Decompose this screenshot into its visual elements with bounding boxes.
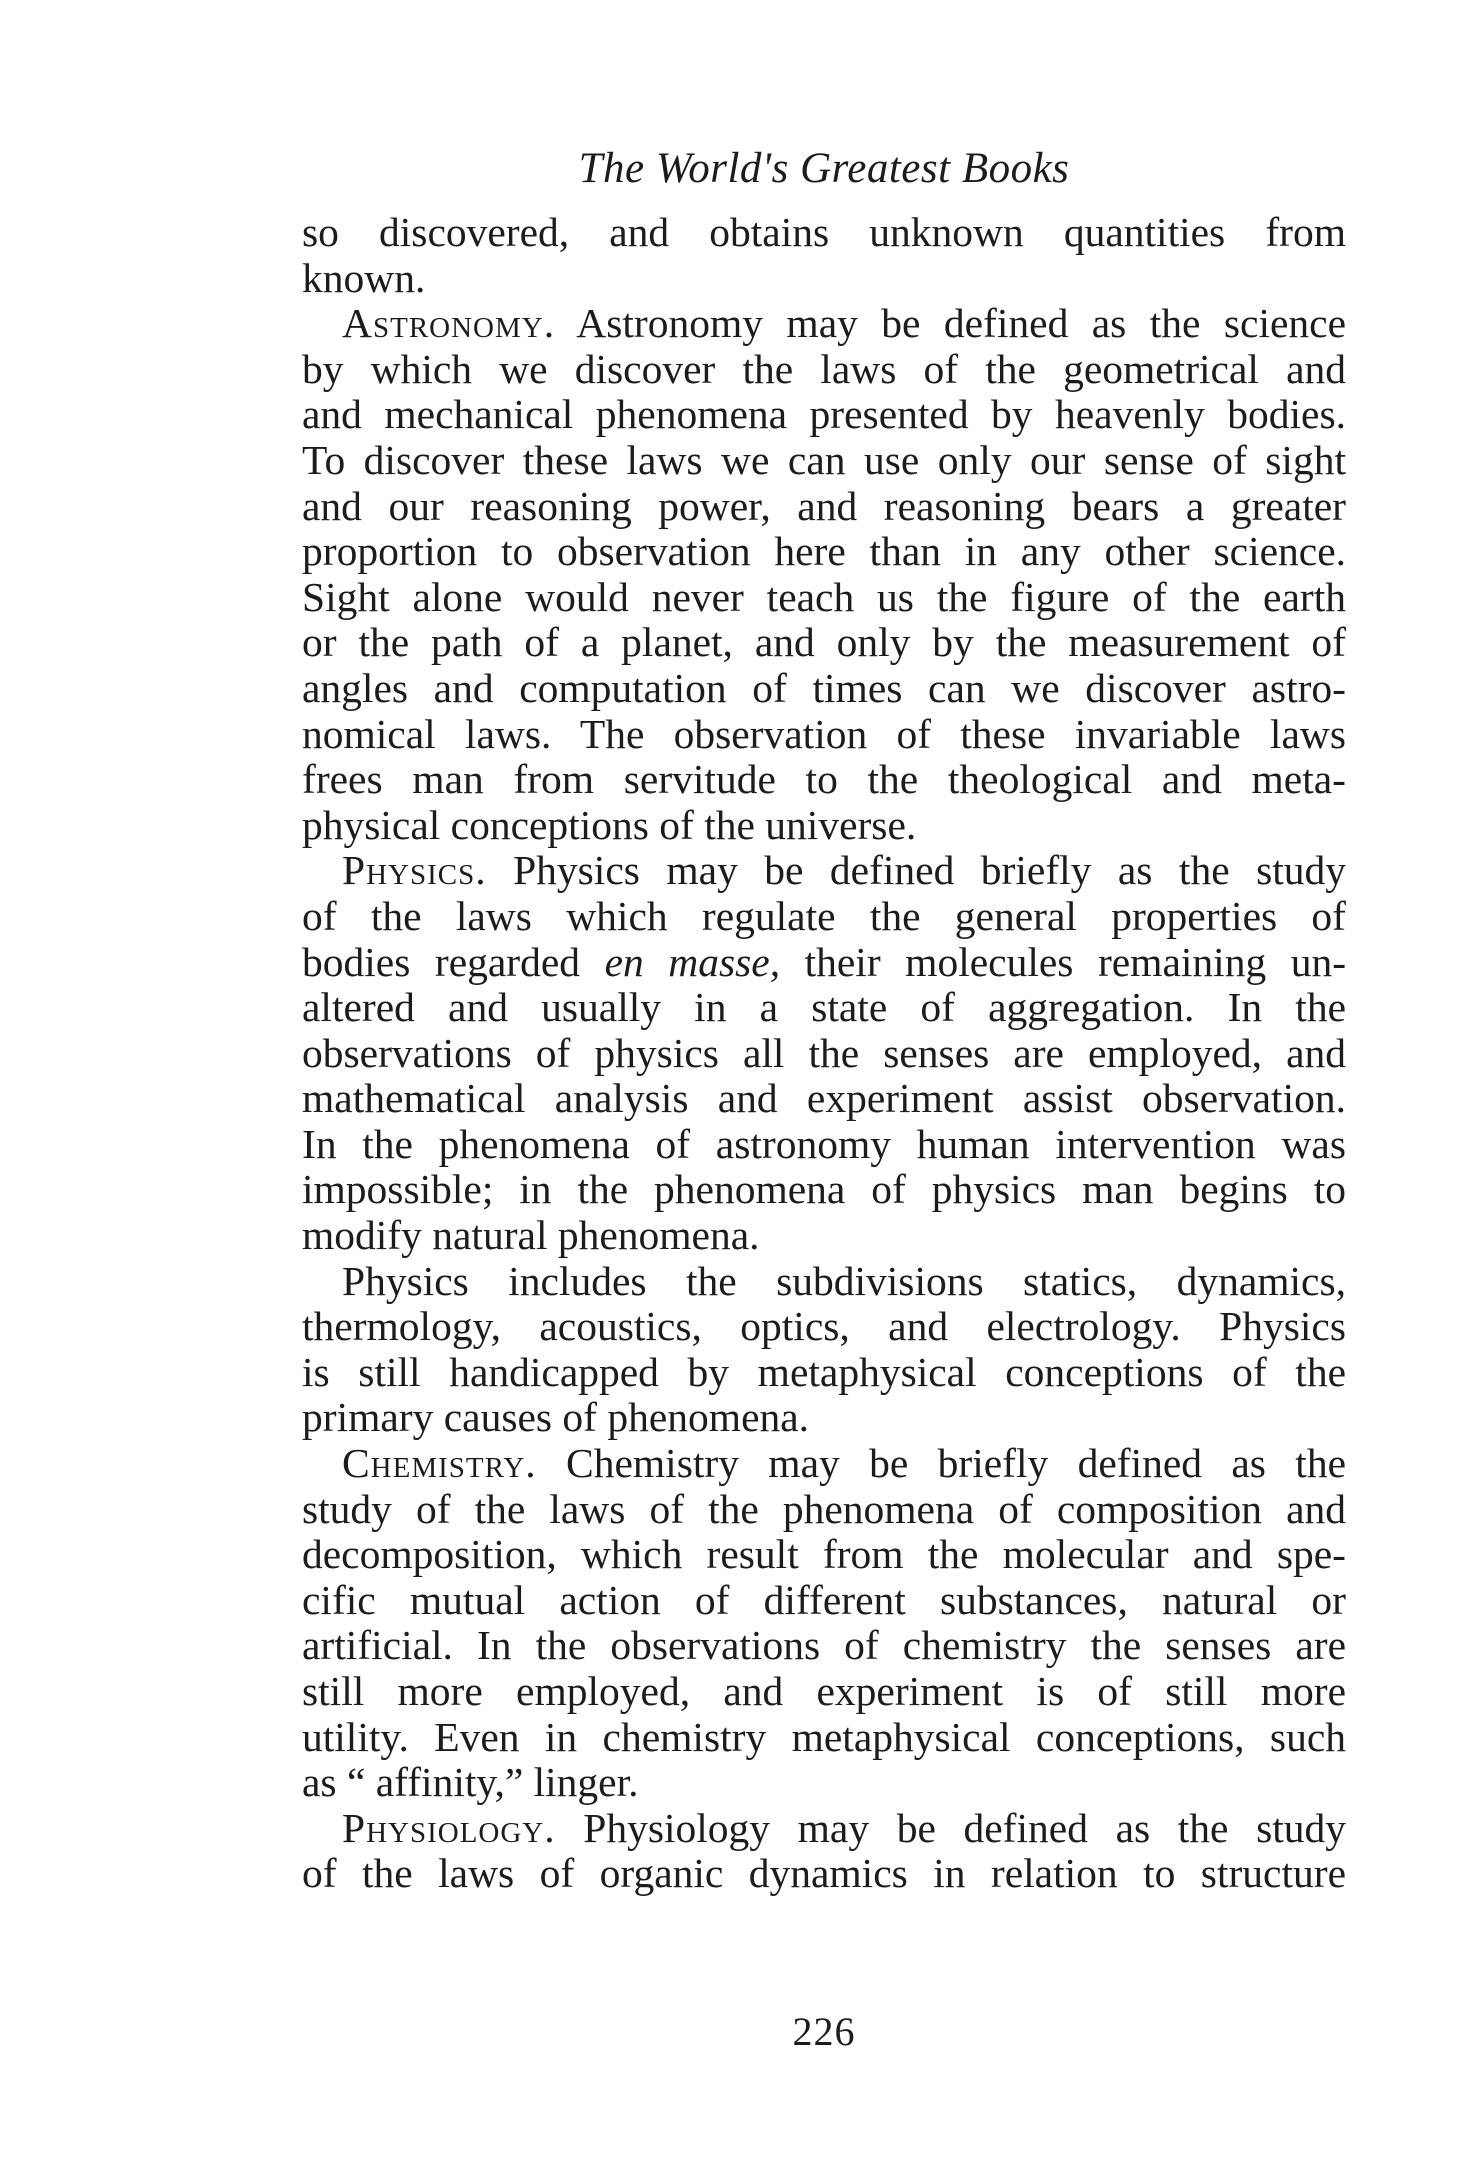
section-heading-physiology: Physiology. <box>342 1804 556 1851</box>
text-line: Sight alone would never teach us the figure of the earth <box>302 573 1346 620</box>
text-line: altered and usually in a state of aggregation. In the <box>302 984 1346 1031</box>
section-heading-physics: Physics. <box>342 847 487 894</box>
text-line: Chemistry may be briefly defined as the <box>566 1440 1347 1487</box>
text-line: proportion to observation here than in any other science. <box>302 528 1346 575</box>
physiology-paragraph-start <box>302 1806 1346 1852</box>
text-line: and mechanical phenomena presented by heavenly bodies. <box>302 391 1346 438</box>
text-line: Astronomy may be defined as the science <box>576 300 1346 347</box>
text-line: is still handicapped by metaphysical conceptions of the <box>302 1348 1346 1395</box>
text-line: study of the laws of the phenomena of composition and <box>302 1485 1346 1532</box>
text-line: Physics may be defined briefly as the study <box>513 847 1346 894</box>
text-line: of the laws which regulate the general properties of <box>302 892 1346 939</box>
page-body <box>302 210 1346 1897</box>
chemistry-paragraph-start <box>302 1441 1346 1487</box>
text-line: so discovered, and obtains unknown quantities from <box>302 209 1346 255</box>
text-line: primary causes of phenomena. <box>302 1394 810 1441</box>
text-line: of the laws of organic dynamics in relation to structure <box>302 1850 1346 1897</box>
text-line: physical conceptions of the universe. <box>302 801 917 848</box>
text-fragment: bodies regarded <box>302 938 581 985</box>
running-head: The World's Greatest Books <box>578 145 1070 192</box>
text-line: thermology, acoustics, optics, and electrology. Physics <box>302 1303 1346 1350</box>
text-line: decomposition, which result from the molecular and spe- <box>302 1531 1346 1578</box>
text-line: angles and computation of times can we discover astro- <box>302 664 1346 711</box>
text-line: artificial. In the observations of chemistry the senses are <box>302 1622 1346 1669</box>
physics-paragraph-start <box>302 848 1346 894</box>
text-line: To discover these laws we can use only our sense of sight <box>302 436 1346 483</box>
text-line: frees man from servitude to the theological and meta- <box>302 756 1346 803</box>
text-fragment: their molecules remaining un- <box>804 938 1347 985</box>
text-line: and our reasoning power, and reasoning bears a greater <box>302 482 1346 529</box>
section-heading-chemistry: Chemistry. <box>342 1440 537 1487</box>
text-line: Physiology may be defined as the study <box>583 1804 1346 1851</box>
text-line-en-masse <box>302 940 1346 986</box>
text-line: Physics includes the subdivisions statics, dynamics, <box>342 1257 1346 1304</box>
text-line: as “ affinity,” linger. <box>302 1759 639 1806</box>
text-line: observations of physics all the senses are employed, and <box>302 1029 1346 1076</box>
astronomy-paragraph-start <box>302 301 1346 347</box>
text-line: utility. Even in chemistry metaphysical conceptions, such <box>302 1713 1346 1760</box>
text-line: by which we discover the laws of the geometrical and <box>302 345 1346 392</box>
text-line: known. <box>302 254 426 301</box>
text-line: nomical laws. The observation of these invariable laws <box>302 710 1346 757</box>
page-number: 226 <box>792 2009 856 2054</box>
text-line: still more employed, and experiment is of still more <box>302 1668 1346 1714</box>
text-line: impossible; in the phenomena of physics man begins to <box>302 1166 1346 1213</box>
text-line: mathematical analysis and experiment assist observation. <box>302 1075 1346 1122</box>
text-line: or the path of a planet, and only by the measurement of <box>302 619 1346 666</box>
italic-en-masse: en masse, <box>604 938 781 985</box>
text-line: modify natural phenomena. <box>302 1212 760 1259</box>
text-line: In the phenomena of astronomy human intervention was <box>302 1120 1346 1167</box>
text-line: cific mutual action of different substances, natural or <box>302 1576 1346 1623</box>
section-heading-astronomy: Astronomy. <box>342 300 556 347</box>
